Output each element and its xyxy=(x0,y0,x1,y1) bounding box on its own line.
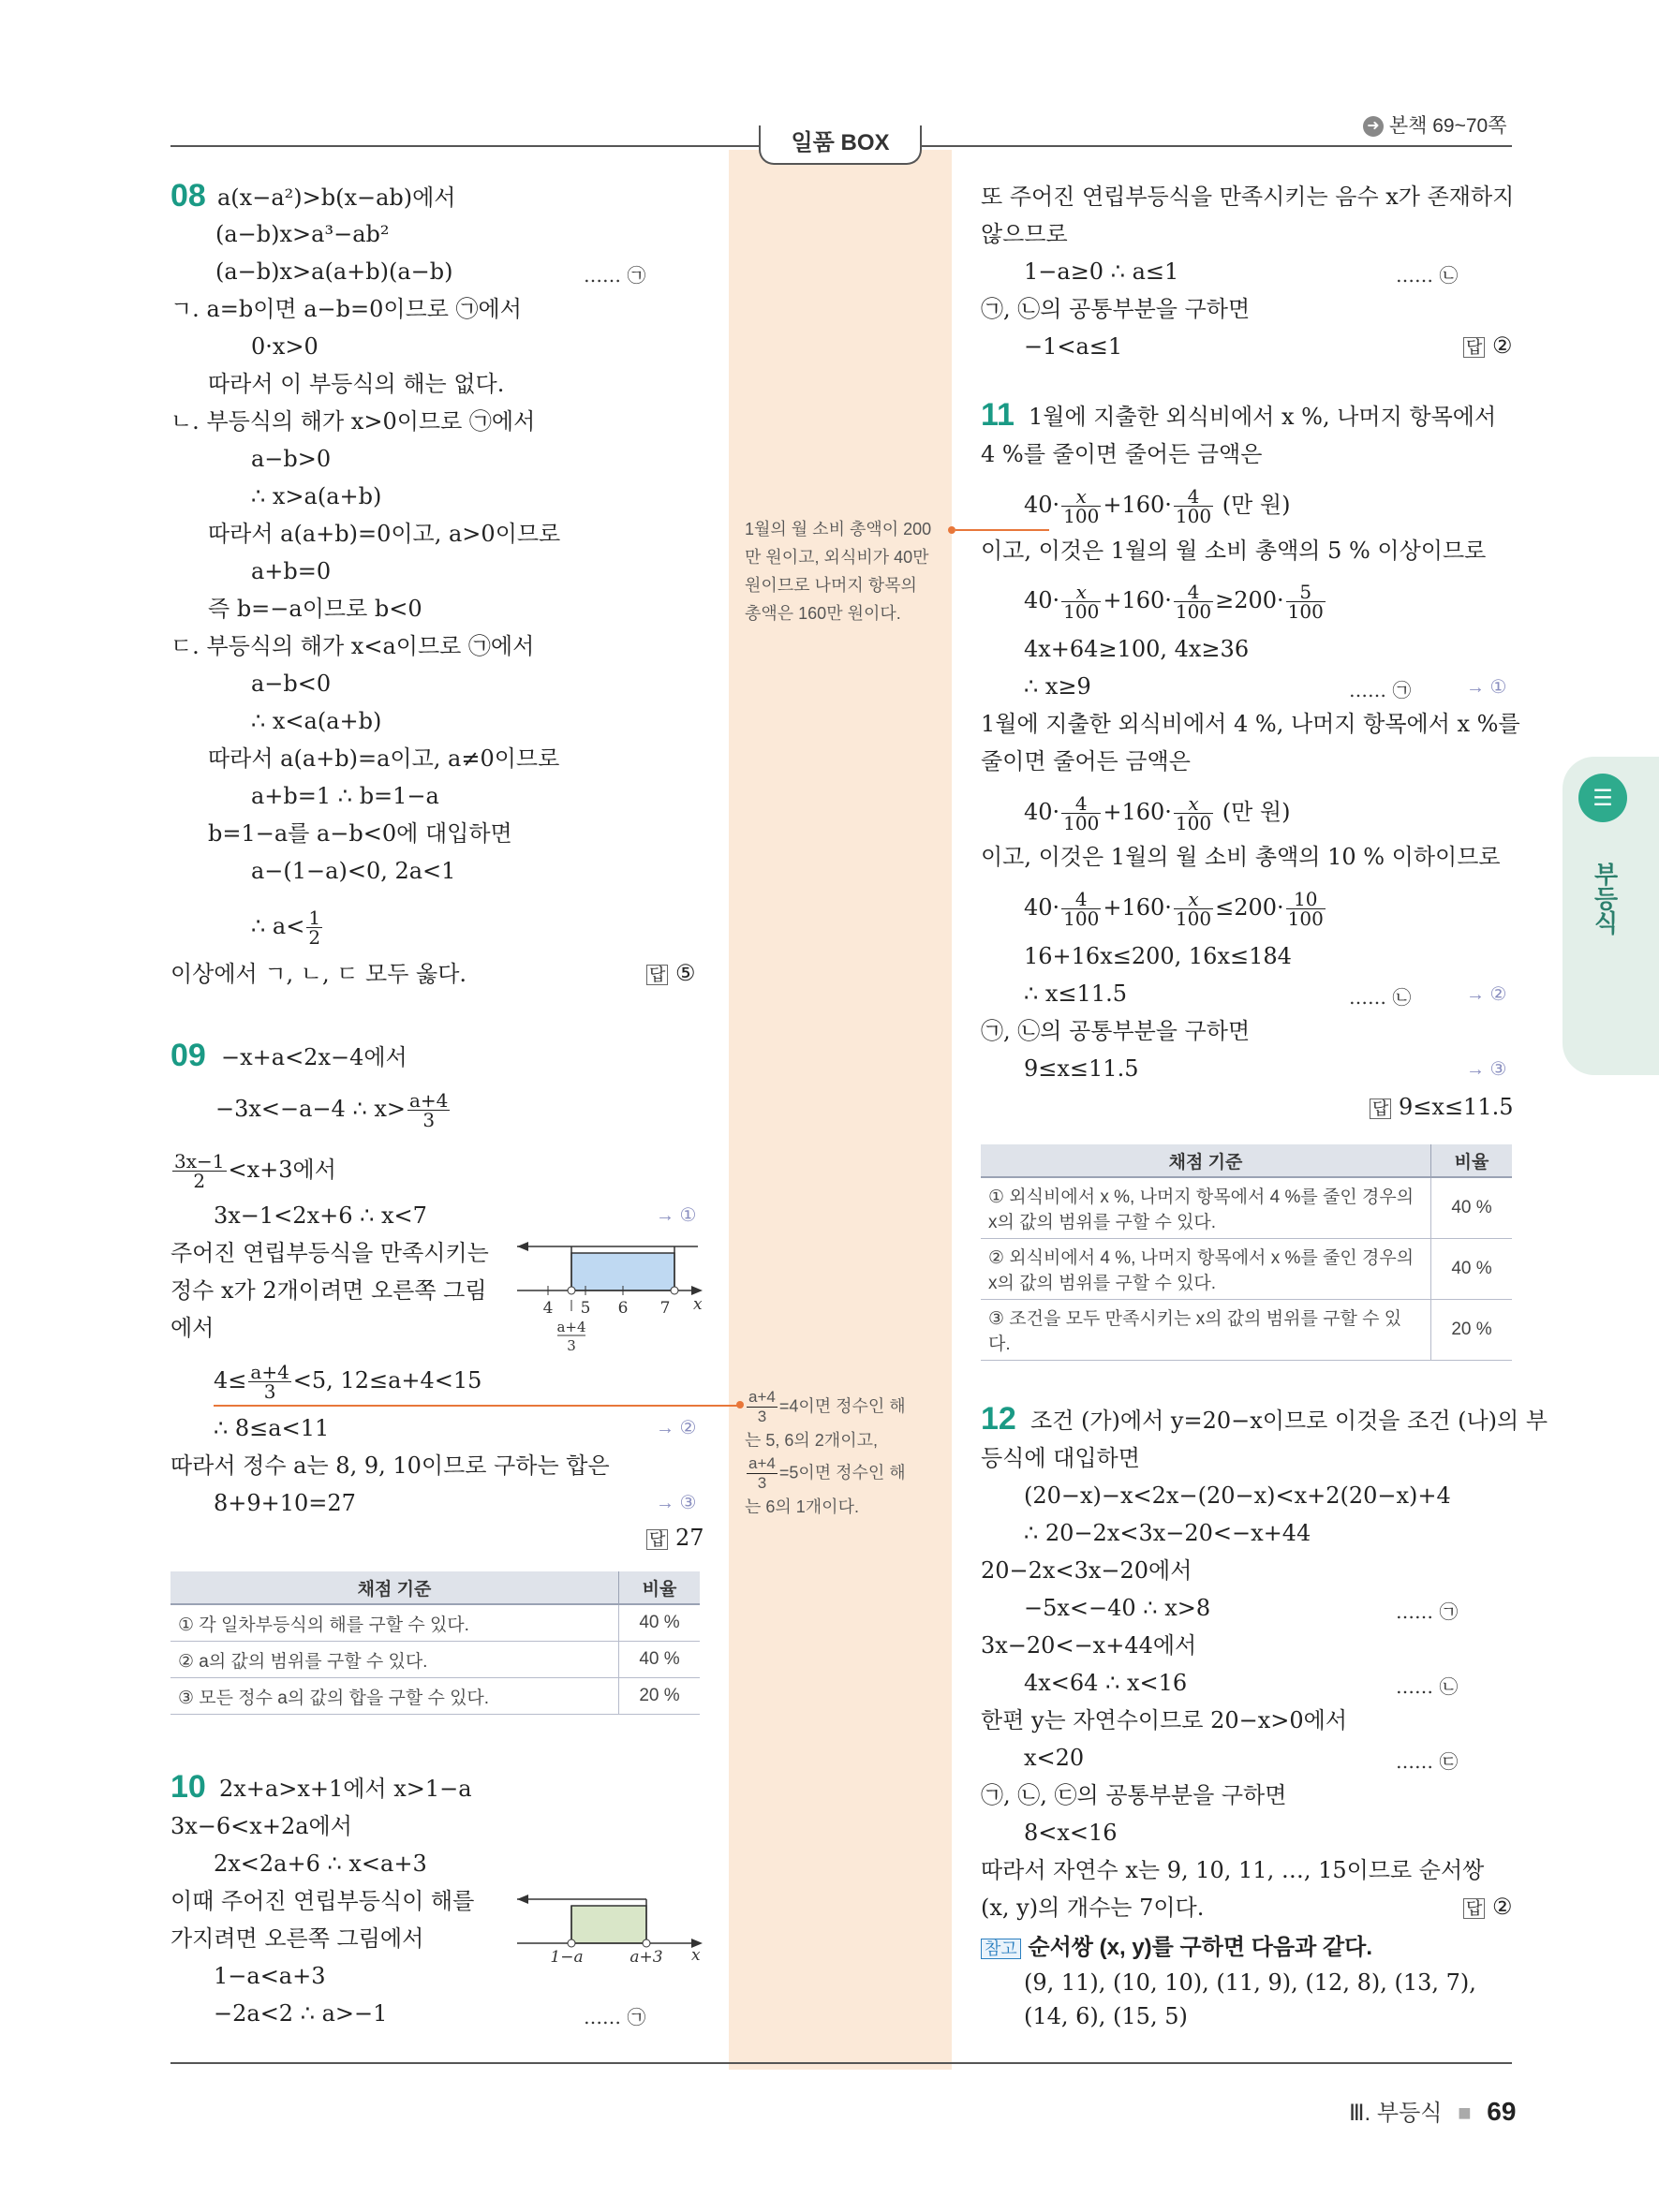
p09-line: −x+a<2x−4에서 xyxy=(221,1044,407,1070)
p09-line: 정수 x가 2개이려면 오른쪽 그림 xyxy=(170,1277,487,1304)
p10-line: 2x+a>x+1에서 x>1−a xyxy=(219,1776,472,1802)
p12-answer: 답 ② xyxy=(1463,1894,1513,1920)
p08-line: a+b=0 xyxy=(251,558,332,584)
p10-range-box xyxy=(571,1906,646,1943)
p12-num: 12 xyxy=(981,1401,1016,1437)
p11-line: 줄이면 줄어든 금액은 xyxy=(981,748,1191,774)
axis-label: a+3 xyxy=(630,1948,663,1962)
p11-line: ∴ x≥9 xyxy=(1024,673,1091,700)
p09-line: 주어진 연립부등식을 만족시키는 xyxy=(170,1240,489,1266)
p11-mark: …… ㉡ xyxy=(1349,986,1412,1009)
p12-note-line: (9, 11), (10, 10), (11, 9), (12, 8), (13, 7), xyxy=(1024,1969,1476,1996)
answer-icon: 답 xyxy=(646,1529,668,1550)
footer-chapter: Ⅲ. 부등식 xyxy=(1349,2101,1443,2126)
p12-mark: …… ㉡ xyxy=(1396,1675,1459,1698)
p11-line: 16+16x≤200, 16x≤184 xyxy=(1024,943,1292,969)
p08-mark: …… ㉠ xyxy=(584,264,646,287)
p11-criteria-table xyxy=(981,1144,1512,1361)
p09-pointer-line xyxy=(214,1405,738,1407)
p09-line: 3x−1<2x+6 ∴ x<7 xyxy=(214,1202,427,1229)
p12-note-line: (14, 6), (15, 5) xyxy=(1024,2003,1188,2029)
p10-mark: …… ㉠ xyxy=(584,2006,646,2028)
axis-label: 7 xyxy=(659,1299,671,1318)
p08-line: (a−b)x>a³−ab² xyxy=(215,221,390,247)
chapter-tab-label: 부등식 xyxy=(1591,862,1619,935)
axis-label: 3 xyxy=(567,1337,576,1354)
p09-line: ∴ 8≤a<11 xyxy=(214,1415,330,1441)
p08-line: 0·x>0 xyxy=(251,333,318,360)
step-3-icon: → ③ xyxy=(656,1493,697,1513)
p12-line: x<20 xyxy=(1024,1745,1085,1771)
p12-line: ㉠, ㉡, ㉢의 공통부분을 구하면 xyxy=(981,1782,1287,1808)
answer-icon: 답 xyxy=(1463,1898,1485,1919)
p09-range-box xyxy=(571,1253,674,1290)
p12-line: 3x−20<−x+44에서 xyxy=(981,1632,1197,1659)
p10b-line: −1<a≤1 xyxy=(1024,333,1123,360)
p11-answer: 답 9≤x≤11.5 xyxy=(1370,1094,1514,1120)
p10b-line: ㉠, ㉡의 공통부분을 구하면 xyxy=(981,296,1251,322)
p10-number-line xyxy=(515,1887,712,1962)
p09-line: $\frac{3x-1}{2}$ <x+3에서 xyxy=(174,1150,336,1192)
p08-answer: 답 ⑤ xyxy=(646,960,696,986)
axis-label: 1−a xyxy=(550,1948,584,1962)
p10-answer: 답 ② xyxy=(1463,332,1513,359)
p10-line: 2x<2a+6 ∴ x<a+3 xyxy=(214,1851,427,1877)
header-ref xyxy=(1363,111,1507,139)
answer-icon: 답 xyxy=(646,965,668,985)
p12-note: 참고 순서쌍 (x, y)를 구하면 다음과 같다. xyxy=(981,1933,1372,1963)
p12-line: (20−x)−x<2x−(20−x)<x+2(20−x)+4 xyxy=(1024,1482,1451,1509)
p11-line: ㉠, ㉡의 공통부분을 구하면 xyxy=(981,1018,1251,1044)
p12-line: 4x<64 ∴ x<16 xyxy=(1024,1670,1188,1696)
p08-line: a+b=1 ∴ b=1−a xyxy=(251,783,439,809)
p09-num: 09 xyxy=(170,1038,206,1073)
table-row: ② 외식비에서 4 %, 나머지 항목에서 x %를 줄인 경우의 x의 값의 범위를 구할 수 있다. 40 % xyxy=(981,1239,1512,1300)
p12-line: 20−2x<3x−20에서 xyxy=(981,1557,1192,1584)
p10b-mark: …… ㉡ xyxy=(1396,264,1459,287)
p08-line: a−b>0 xyxy=(251,446,332,472)
page-number: 69 xyxy=(1487,2097,1517,2126)
p10-line: 1−a<a+3 xyxy=(214,1963,326,1989)
p09-criteria-table xyxy=(170,1571,700,1715)
side-note-1-dot xyxy=(948,526,955,534)
criteria-header: 채점 기준 xyxy=(981,1144,1431,1177)
p09-pointer-dot xyxy=(736,1401,744,1408)
p12-line: 한편 y는 자연수이므로 20−x>0에서 xyxy=(981,1707,1348,1733)
axis-label: 5 xyxy=(580,1299,591,1318)
step-2-icon: → ② xyxy=(1466,984,1507,1005)
step-1-icon: → ① xyxy=(656,1205,697,1226)
p10b-line: 1−a≥0 ∴ a≤1 xyxy=(1024,258,1179,285)
axis-label: 4 xyxy=(542,1299,554,1318)
side-box xyxy=(729,150,952,2070)
arrow-right-icon: ➜ xyxy=(1363,116,1384,137)
header-box-tab xyxy=(759,125,922,165)
p08-line: a−b<0 xyxy=(251,671,332,697)
p08-line: ∴ a< $\frac{1}{2}$ xyxy=(251,907,321,949)
p11-num: 11 xyxy=(981,397,1015,433)
note-tag: 참고 xyxy=(981,1939,1021,1959)
p10-line: 가지려면 오른쪽 그림에서 xyxy=(170,1925,424,1952)
table-row: ③ 조건을 모두 만족시키는 x의 값의 범위를 구할 수 있다. 20 % xyxy=(981,1300,1512,1361)
p08-line: ㄱ. a=b이면 a−b=0이므로 ㉠에서 xyxy=(170,296,522,322)
p08-line: a−(1−a)<0, 2a<1 xyxy=(251,858,456,884)
p12-line: 조건 (가)에서 y=20−x이므로 이것을 조건 (나)의 부 xyxy=(1030,1408,1548,1434)
p11-line: 9≤x≤11.5 xyxy=(1024,1055,1139,1082)
step-1-icon: → ① xyxy=(1466,677,1507,698)
table-row: ① 각 일차부등식의 해를 구할 수 있다. 40 % xyxy=(170,1604,700,1642)
p08-line: b=1−a를 a−b<0에 대입하면 xyxy=(208,820,512,847)
side-note-1-line xyxy=(955,529,1049,531)
p09-line: −3x<−a−4 ∴ x> $\frac{a+4}{3}$ xyxy=(215,1089,449,1131)
p10b-line: 또 주어진 연립부등식을 만족시키는 음수 x가 존재하지 xyxy=(981,184,1515,210)
table-row: ① 외식비에서 x %, 나머지 항목에서 4 %를 줄인 경우의 x의 값의 범위를 구할 수 있다. 40 % xyxy=(981,1177,1512,1239)
p11-line: 이고, 이것은 1월의 월 소비 총액의 5 % 이상이므로 xyxy=(981,538,1487,564)
criteria-header: 채점 기준 xyxy=(170,1571,619,1604)
p08-line: 따라서 이 부등식의 해는 없다. xyxy=(208,371,505,397)
step-3-icon: → ③ xyxy=(1466,1059,1507,1080)
p12-line: −5x<−40 ∴ x>8 xyxy=(1024,1595,1211,1621)
side-note-2: $\frac{a+4}{3}$ =4이면 정수인 해 는 5, 6의 2개이고, $\frac{a+4}{3}$ =5이면 정수인 해 는 6의 1개이다. xyxy=(745,1388,906,1516)
p11-expr: 40· $\frac{4}{100}$ +160· $\frac{x}{100}$ ≤200· $\frac{10}{100}$ xyxy=(1024,888,1324,930)
p08-line: ∴ x<a(a+b) xyxy=(251,708,382,734)
criteria-header: 비율 xyxy=(619,1571,701,1604)
p09-line: 따라서 정수 a는 8, 9, 10이므로 구하는 합은 xyxy=(170,1453,610,1479)
p11-expr: 40· $\frac{x}{100}$ +160· $\frac{4}{100}$ (만 원) xyxy=(1024,485,1291,527)
p10b-line: 않으므로 xyxy=(981,221,1068,247)
p12-line: 따라서 자연수 x는 9, 10, 11, …, 15이므로 순서쌍 xyxy=(981,1857,1485,1883)
p10-line: 이때 주어진 연립부등식이 해를 xyxy=(170,1888,475,1914)
step-2-icon: → ② xyxy=(656,1418,697,1438)
p08-line: ㄷ. 부등식의 해가 x<a이므로 ㉠에서 xyxy=(170,633,535,659)
p11-line: 4x+64≥100, 4x≥36 xyxy=(1024,636,1250,662)
p11-line: 4 %를 줄이면 줄어든 금액은 xyxy=(981,441,1263,467)
p08-line: a(x−a²)>b(x−ab)에서 xyxy=(217,184,456,211)
answer-icon: 답 xyxy=(1370,1099,1391,1119)
axis-label: 6 xyxy=(617,1299,629,1318)
p11-mark: …… ㉠ xyxy=(1349,679,1412,701)
header-ref-text: 본책 69~70쪽 xyxy=(1388,115,1507,137)
p09-line: 에서 xyxy=(170,1315,215,1341)
p09-answer: 답 27 xyxy=(646,1525,704,1551)
axis-label: x xyxy=(693,1295,703,1314)
p08-line: ㄴ. 부등식의 해가 x>0이므로 ㉠에서 xyxy=(170,408,536,435)
p09-number-line xyxy=(515,1234,712,1356)
p12-line: 8<x<16 xyxy=(1024,1820,1118,1846)
header-box-label: 일품 BOX xyxy=(791,130,890,155)
p12-line: (x, y)의 개수는 7이다. xyxy=(981,1895,1205,1921)
p08-line: 이상에서 ㄱ, ㄴ, ㄷ 모두 옳다. xyxy=(170,961,467,987)
footer: Ⅲ. 부등식 ■ 69 xyxy=(1349,2097,1517,2126)
p08-line: 따라서 a(a+b)=a이고, a≠0이므로 xyxy=(208,745,560,772)
p10-num: 10 xyxy=(170,1769,206,1805)
p08-line: 즉 b=−a이므로 b<0 xyxy=(208,596,422,622)
p08-line: ∴ x>a(a+b) xyxy=(251,483,382,509)
chapter-icon: ☰ xyxy=(1578,774,1627,822)
p12-mark: …… ㉠ xyxy=(1396,1600,1459,1623)
p12-line: ∴ 20−2x<3x−20<−x+44 xyxy=(1024,1520,1311,1546)
side-note-1: 1월의 월 소비 총액이 200 만 원이고, 외식비가 40만 원이므로 나머지 항목의 총액은 160만 원이다. xyxy=(745,520,932,623)
criteria-header: 비율 xyxy=(1431,1144,1513,1177)
axis-label: x xyxy=(691,1946,701,1962)
footer-line xyxy=(170,2062,1512,2064)
p11-line: 1월에 지출한 외식비에서 x %, 나머지 항목에서 xyxy=(1029,404,1497,430)
p10-line: 3x−6<x+2a에서 xyxy=(170,1813,352,1839)
p11-expr: 40· $\frac{4}{100}$ +160· $\frac{x}{100}$ (만 원) xyxy=(1024,792,1291,834)
p11-line: ∴ x≤11.5 xyxy=(1024,981,1127,1007)
p11-expr: 40· $\frac{x}{100}$ +160· $\frac{4}{100}$ ≥200· $\frac{5}{100}$ xyxy=(1024,581,1324,623)
table-row: ② a의 값의 범위를 구할 수 있다. 40 % xyxy=(170,1642,700,1678)
p12-mark: …… ㉢ xyxy=(1396,1750,1459,1773)
p08-line: 따라서 a(a+b)=0이고, a>0이므로 xyxy=(208,521,561,547)
p12-line: 등식에 대입하면 xyxy=(981,1445,1140,1471)
p11-line: 1월에 지출한 외식비에서 4 %, 나머지 항목에서 x %를 xyxy=(981,711,1520,737)
p09-line: 8+9+10=27 xyxy=(214,1490,356,1516)
answer-icon: 답 xyxy=(1463,337,1485,358)
p08-line: (a−b)x>a(a+b)(a−b) xyxy=(215,258,453,285)
table-row: ③ 모든 정수 a의 값의 합을 구할 수 있다. 20 % xyxy=(170,1678,700,1715)
p09-line: 4≤ $\frac{a+4}{3}$ <5, 12≤a+4<15 xyxy=(214,1361,482,1403)
p08-num: 08 xyxy=(170,178,206,214)
p10-line: −2a<2 ∴ a>−1 xyxy=(214,2000,388,2027)
axis-label: a+4 xyxy=(556,1319,586,1335)
p11-line: 이고, 이것은 1월의 월 소비 총액의 10 % 이하이므로 xyxy=(981,844,1501,870)
